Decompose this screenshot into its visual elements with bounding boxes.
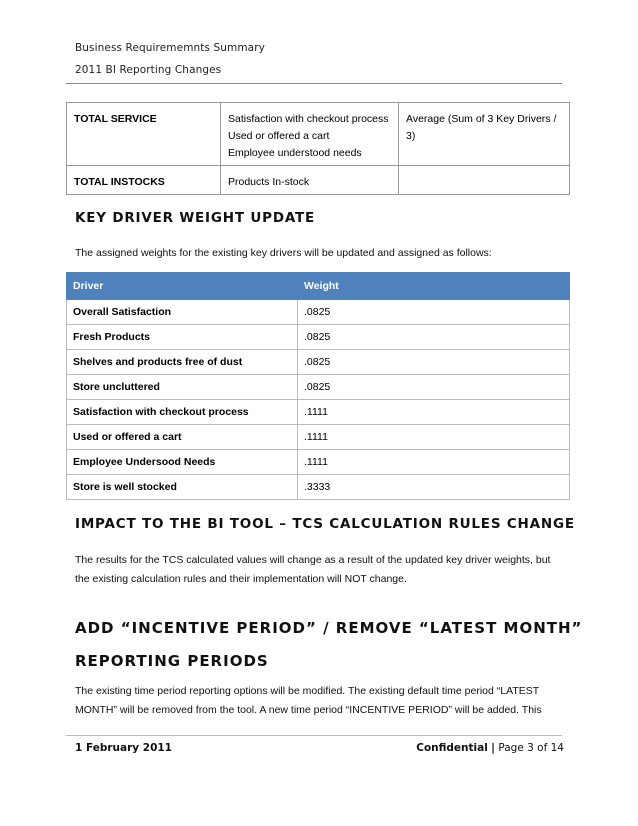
driver-cell: Used or offered a cart: [67, 425, 298, 450]
driver-cell: Employee Undersood Needs: [67, 450, 298, 475]
weight-cell: .1111: [298, 450, 570, 475]
confidential-label: Confidential: [416, 742, 488, 754]
total-service-calc: Average (Sum of 3 Key Drivers / 3): [399, 103, 570, 166]
total-instocks-calc: [399, 166, 570, 195]
page-word: Page: [498, 742, 524, 754]
total-instocks-items: [221, 166, 399, 195]
weight-cell: .1111: [298, 425, 570, 450]
column-header-weight: Weight: [298, 273, 570, 300]
total-service-label: TOTAL SERVICE: [67, 103, 221, 166]
table-row: [67, 350, 570, 375]
weight-cell: .0825: [298, 300, 570, 325]
header-title: Business Requirememnts Summary: [75, 42, 265, 54]
header-subtitle: 2011 BI Reporting Changes: [75, 64, 222, 76]
list-item: Used or offered a cart: [228, 130, 330, 142]
paragraph-line: The existing time period reporting options will be modified. The existing default time period “LATEST: [75, 685, 540, 697]
paragraph-line: MONTH” will be removed from the tool. A new time period “INCENTIVE PERIOD” will be added. This: [75, 704, 542, 716]
total-service-items: [221, 103, 399, 166]
table-header-row: [67, 273, 570, 300]
of-word: of: [537, 742, 548, 754]
weight-cell: .0825: [298, 325, 570, 350]
table-row: [67, 300, 570, 325]
driver-cell: Store is well stocked: [67, 475, 298, 500]
footer-page-info: [416, 742, 564, 754]
footer-divider: [66, 735, 562, 736]
total-instocks-label: TOTAL INSTOCKS: [67, 166, 221, 195]
page-number: 3: [527, 742, 534, 754]
list-item: Employee understood needs: [228, 147, 362, 159]
driver-cell: Overall Satisfaction: [67, 300, 298, 325]
weight-cell: .1111: [298, 400, 570, 425]
section-heading-incentive: [75, 612, 582, 678]
table-row: [67, 103, 570, 166]
table-row: [67, 325, 570, 350]
heading-line: ADD “INCENTIVE PERIOD” / REMOVE “LATEST MONTH”: [75, 619, 583, 637]
footer-date: 1 February 2011: [75, 742, 172, 754]
incentive-paragraph: [75, 682, 565, 720]
table-row: [67, 375, 570, 400]
impact-paragraph: [75, 551, 565, 589]
heading-line: REPORTING PERIODS: [75, 652, 269, 670]
weight-cell: .0825: [298, 350, 570, 375]
weight-cell: .0825: [298, 375, 570, 400]
service-totals-table: [66, 102, 570, 195]
table-row: [67, 425, 570, 450]
column-header-driver: Driver: [67, 273, 298, 300]
key-driver-intro: The assigned weights for the existing key drivers will be updated and assigned as follows:: [75, 247, 492, 259]
header-divider: [66, 83, 562, 84]
table-row: [67, 475, 570, 500]
paragraph-line: The results for the TCS calculated values will change as a result of the updated key driver weights, but: [75, 554, 551, 566]
section-heading-key-driver: KEY DRIVER WEIGHT UPDATE: [75, 210, 316, 226]
driver-cell: Store uncluttered: [67, 375, 298, 400]
table-row: [67, 166, 570, 195]
driver-cell: Shelves and products free of dust: [67, 350, 298, 375]
weight-cell: .3333: [298, 475, 570, 500]
page-total: 14: [550, 742, 564, 754]
section-heading-impact: IMPACT TO THE BI TOOL – TCS CALCULATION RULES CHANGE: [75, 516, 575, 532]
paragraph-line: the existing calculation rules and their implementation will NOT change.: [75, 573, 407, 585]
footer-separator: |: [491, 742, 496, 754]
driver-cell: Satisfaction with checkout process: [67, 400, 298, 425]
list-item: Satisfaction with checkout process: [228, 113, 389, 125]
driver-weights-table: [66, 272, 570, 500]
driver-cell: Fresh Products: [67, 325, 298, 350]
table-row: [67, 400, 570, 425]
table-row: [67, 450, 570, 475]
list-item: Products In-stock: [228, 176, 310, 188]
